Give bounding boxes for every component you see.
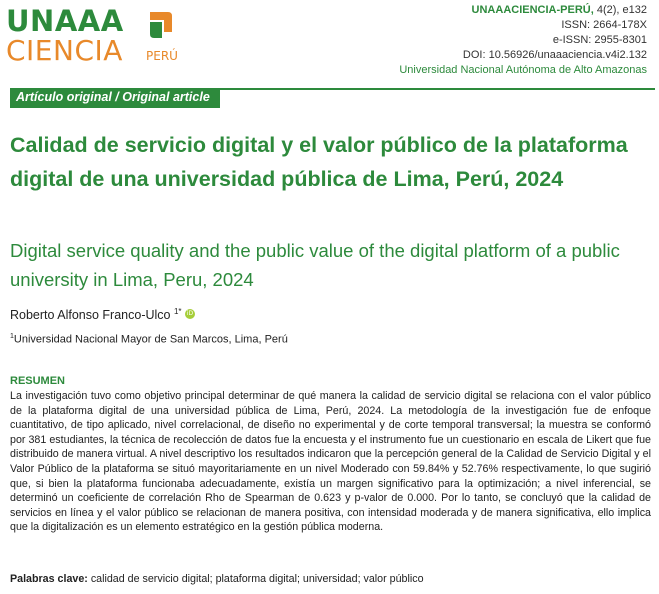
journal-volume: 4(2), e132 — [596, 4, 647, 16]
publisher-institution: Universidad Nacional Autónoma de Alto Amazonas — [399, 64, 647, 76]
logo-text-unaaa: UNAAA — [6, 4, 124, 38]
journal-logo — [6, 6, 196, 66]
issn: ISSN: 2664-178X — [561, 19, 647, 31]
author-affiliation-mark: 1* — [173, 307, 182, 316]
journal-citation-line — [399, 3, 647, 18]
keywords-text: calidad de servicio digital; plataforma digital; universidad; valor público — [90, 573, 424, 585]
doi-link[interactable]: DOI: 10.56926/unaaaciencia.v4i2.132 — [462, 49, 647, 61]
affiliation-text: Universidad Nacional Mayor de San Marcos, Lima, Perú — [13, 333, 288, 346]
keywords — [10, 573, 651, 585]
eissn: e-ISSN: 2955-8301 — [552, 34, 647, 46]
article-type-label: Artículo original / Original article — [10, 88, 220, 108]
affiliation-mark: 1 — [10, 333, 14, 340]
keywords-label: Palabras clave: — [10, 573, 88, 585]
author-name: Roberto Alfonso Franco-Ulco — [10, 308, 171, 323]
title-english: Digital service quality and the public value of the digital platform of a public university in Lima, Peru, 2024 — [10, 240, 620, 290]
title-spanish: Calidad de servicio digital y el valor público de la plataforma digital de una universidad pública de Lima, Perú, 2024 — [10, 133, 628, 191]
author-line — [10, 307, 195, 322]
abstract-heading: RESUMEN — [10, 375, 66, 387]
abstract-body: La investigación tuvo como objetivo principal determinar de qué manera la calidad de servicio digital se relaciona con el valor público de la plataforma digital de una universidad pública de Lima, Perú, 2024. La metodología de la investigación fue de enfoque cuantitativo, de tipo aplicado, nivel correlacional, de diseño no experimental y de corte temporal transversal; la muestra se conformó por 381 estudiantes, la técnica de recolección de datos fue la encuesta y el instrumento fue un cuestionario en escala de Likert que fue distribuido de manera virtual. A nivel descriptivo los resultados indicaron que la percepción general de la Calidad de Servicio Digital y el Valor Público de la plataforma se situó mayoritariamente en un nivel Moderado con 59.84% y 52.76% respectivamente, lo que sugirió que, si bien la plataforma funcionaba adecuadamente, existía un margen significativo para la optimización; a nivel inferencial, se determinó un coeficiente de correlación Rho de Spearman de 0.623 y p-valor de 0.000. Por lo tanto, se concluyó que la calidad de servicios en línea y el valor público se relacionan de manera positiva, con intensidad moderada y de manera significativa, ello implica que la digitalización es un elemento estratégico en la gestión pública moderna. — [10, 390, 651, 534]
logo-text-peru: PERÚ — [146, 49, 178, 63]
logo-mark-icon — [146, 10, 174, 40]
affiliation — [10, 333, 288, 346]
journal-info — [399, 3, 647, 78]
logo-text-ciencia: CIENCIA — [6, 34, 123, 67]
orcid-icon[interactable]: iD — [186, 310, 194, 318]
journal-name: UNAAACIENCIA-PERÚ, — [471, 4, 594, 16]
